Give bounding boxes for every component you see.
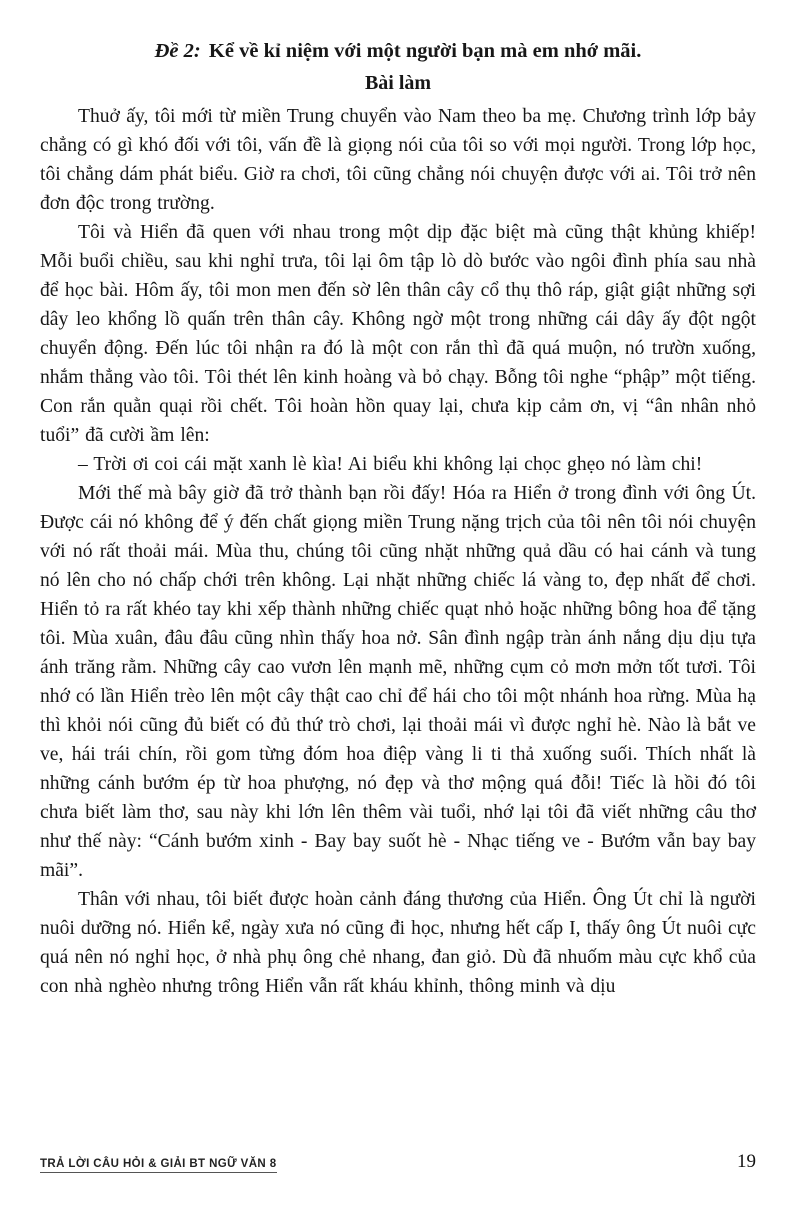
essay-prompt-text: Kể về kỉ niệm với một người bạn mà em nhớ mãi. [208,40,642,62]
essay-heading: Bài làm [364,72,432,94]
essay-body [40,102,756,1001]
page-number: 19 [737,1151,756,1172]
paragraph: Thuở ấy, tôi mới từ miền Trung chuyển vào Nam theo ba mẹ. Chương trình lớp bảy chẳng có gì khó đối với tôi, vấn đề là giọng nói của tôi so với mọi người. Trong lớp học, tôi chẳng dám phát biểu. Giờ ra chơi, tôi cũng chẳng nói chuyện được với ai. Tôi trở nên đơn độc trong trường. [40,106,756,214]
essay-prompt [40,36,756,66]
paragraph: Mới thế mà bây giờ đã trở thành bạn rồi đấy! Hóa ra Hiển ở trong đình với ông Út. Được cái nó không để ý đến chất giọng miền Trung nặng trịch của tôi nên tôi nói chuyện với nó rất thoải mái. Mùa thu, chúng tôi cũng nhặt những quả dầu có hai cánh và tung nó lên cho nó chấp chới trên không. Lại nhặt những chiếc lá vàng to, đẹp nhất để chơi. Hiển tỏ ra rất khéo tay khi xếp thành những chiếc quạt nhỏ hoặc những bông hoa để tặng tôi. Mùa xuân, đâu đâu cũng nhìn thấy hoa nở. Sân đình ngập tràn ánh nắng dịu dịu tựa ánh trăng rằm. Những cây cao vươn lên mạnh mẽ, những cụm cỏ mơn mởn tốt tươi. Tôi nhớ có lần Hiển trèo lên một cây thật cao chỉ để hái cho tôi một nhánh hoa rừng. Mùa hạ thì khỏi nói cũng đủ biết có đủ thứ trò chơi, lại thoải mái vì được nghỉ hè. Nào là bắt ve ve, hái trái chín, rồi gom từng đóm hoa điệp vàng li ti thả xuống suối. Thích nhất là những cánh bướm ép từ hoa phượng, nó đẹp và thơ mộng quá đỗi! Tiếc là hồi đó tôi chưa biết làm thơ, sau này khi lớn lên thêm vài tuổi, nhớ lại tôi đã viết những câu thơ như thế này: “Cánh bướm xinh - Bay bay suốt hè - Nhạc tiếng ve - Bướm vẫn bay bay mãi”. [40,483,756,881]
footer-book-title: TRẢ LỜI CÂU HỎI & GIẢI BT NGỮ VĂN 8 [40,1158,277,1173]
paragraph: Thân với nhau, tôi biết được hoàn cảnh đáng thương của Hiển. Ông Út chỉ là người nuôi dưỡng nó. Hiển kể, ngày xưa nó cũng đi học, nhưng hết cấp I, thấy ông Út nuôi cực quá nên nó nghỉ học, ở nhà phụ ông chẻ nhang, đan giỏ. Dù đã nhuốm màu cực khổ của con nhà nghèo nhưng trông Hiển vẫn rất kháu khỉnh, thông minh và dịu [40,889,756,997]
essay-prompt-label: Đề 2: [154,40,201,62]
paragraph: Tôi và Hiển đã quen với nhau trong một dịp đặc biệt mà cũng thật khủng khiếp! Mỗi buổi chiều, sau khi nghỉ trưa, tôi lại ôm tập lò dò bước vào ngôi đình phía sau nhà để học bài. Hôm ấy, tôi mon men đến sờ lên thân cây cổ thụ thô ráp, giật giật những sợi dây leo khổng lồ quấn trên thân cây. Không ngờ một trong những cái dây ấy đột ngột chuyển động. Đến lúc tôi nhận ra đó là một con rắn thì đã quá muộn, nó trườn xuống, nhắm thẳng vào tôi. Tôi thét lên kinh hoàng và bỏ chạy. Bỗng tôi nghe “phập” một tiếng. Con rắn quằn quại rồi chết. Tôi hoàn hồn quay lại, chưa kịp cảm ơn, vị “ân nhân nhỏ tuổi” đã cười ầm lên: [40,222,756,446]
paragraph-dialogue: – Trời ơi coi cái mặt xanh lè kìa! Ai biểu khi không lại chọc ghẹo nó làm chi! [78,454,703,475]
page-footer [40,1151,756,1173]
